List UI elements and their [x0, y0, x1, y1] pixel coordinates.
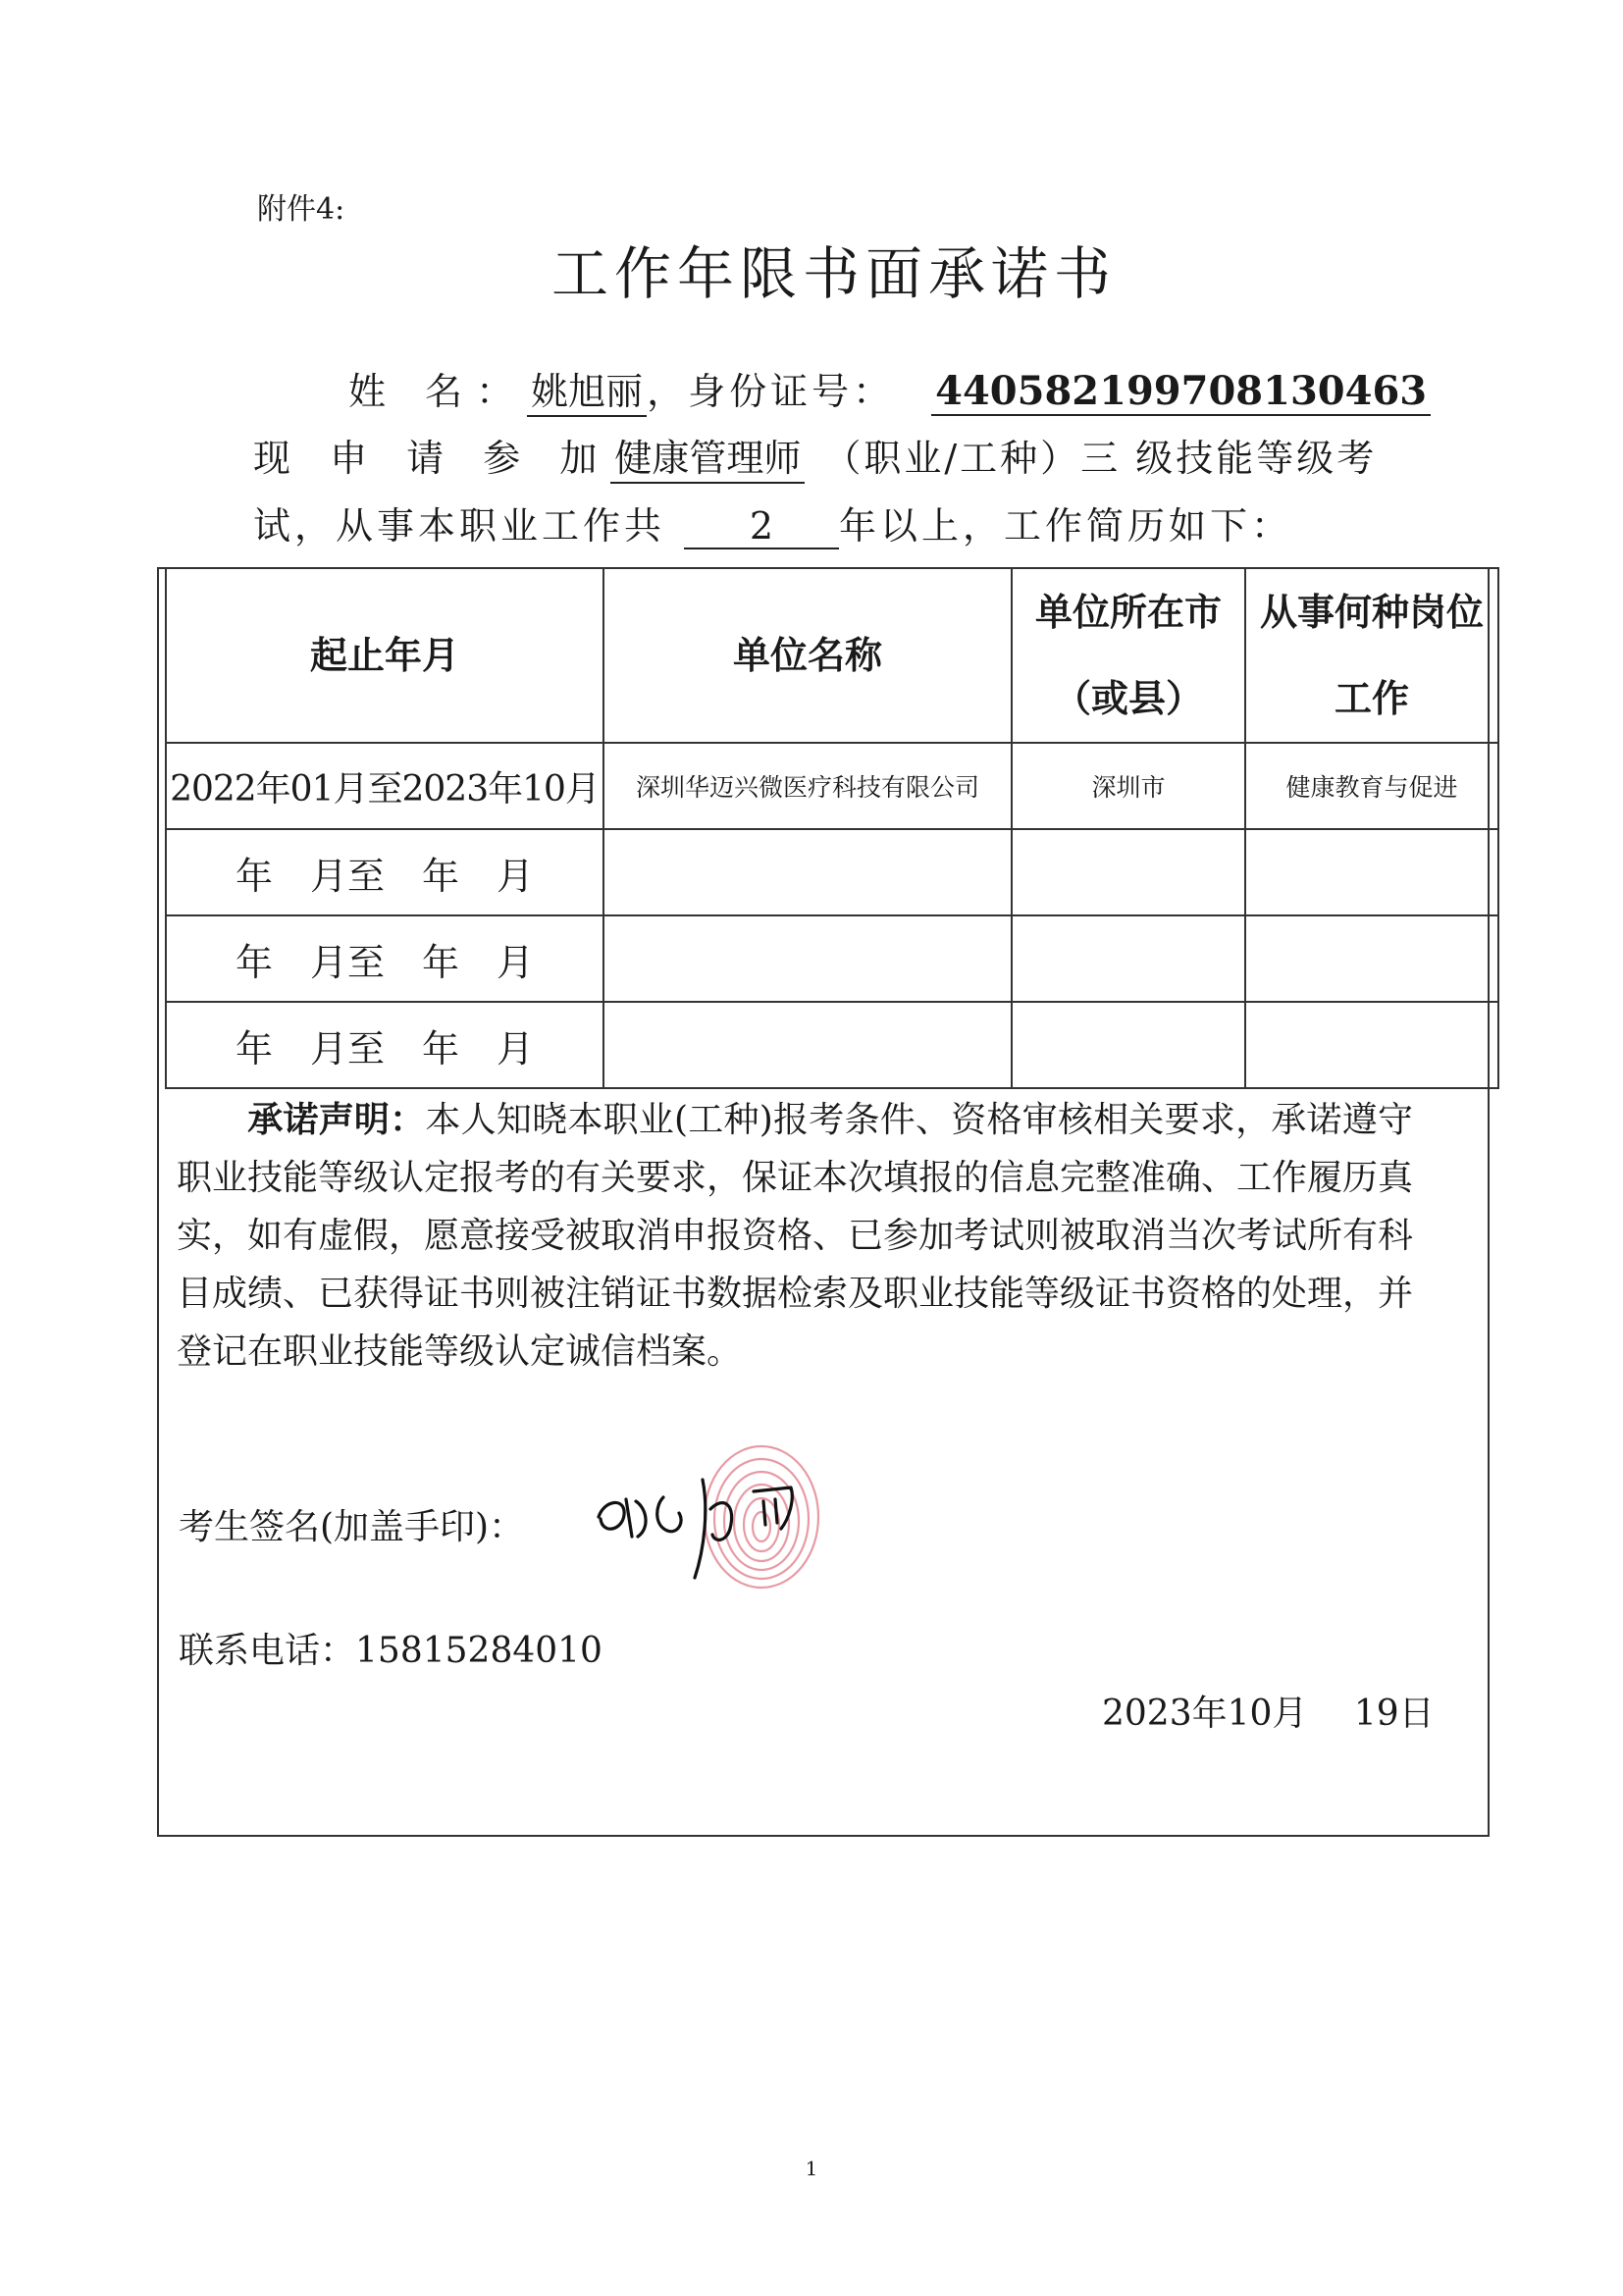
page-number: 1 — [805, 2157, 818, 2180]
work-history-table — [165, 567, 1499, 1089]
fingerprint-icon — [705, 1446, 818, 1588]
city-cell — [1012, 829, 1245, 915]
applicant-name: 姚旭丽 — [527, 361, 647, 417]
application-prefix: 现 申 请 参 加 — [253, 437, 611, 480]
signature-label: 考生签名(加盖手印)： — [179, 1507, 525, 1547]
application-suffix: （职业/工种）三 级技能等级考 — [823, 437, 1378, 480]
position-cell — [1245, 829, 1498, 915]
years-line — [253, 496, 1292, 549]
phone-number: 15815284010 — [355, 1631, 602, 1671]
name-label: 姓 名： — [348, 370, 528, 413]
header-position: 从事何种岗位工作 — [1245, 568, 1498, 743]
header-period: 起止年月 — [166, 568, 603, 743]
applicant-line — [348, 361, 1431, 417]
period-cell: 年 月至 年 月 — [166, 915, 603, 1002]
header-city: 单位所在市（或县） — [1012, 568, 1245, 743]
city-cell — [1012, 1002, 1245, 1088]
phone-line — [179, 1623, 602, 1673]
years-suffix: 年以上，工作简历如下： — [839, 504, 1293, 548]
company-cell — [603, 915, 1012, 1002]
signature-strokes — [599, 1480, 792, 1578]
position-cell: 健康教育与促进 — [1245, 743, 1498, 829]
phone-label: 联系电话： — [179, 1631, 356, 1671]
table-row — [166, 915, 1498, 1002]
period-cell: 年 月至 年 月 — [166, 1002, 603, 1088]
document-title: 工作年限书面承诺书 — [550, 240, 1117, 307]
id-label: ，身份证号： — [647, 370, 895, 413]
application-line — [253, 428, 1377, 484]
period-cell: 年 月至 年 月 — [166, 829, 603, 915]
handwritten-signature-with-fingerprint — [587, 1440, 842, 1607]
attachment-label: 附件4: — [257, 192, 345, 227]
occupation-field: 健康管理师 — [610, 428, 805, 484]
city-cell — [1012, 915, 1245, 1002]
position-cell — [1245, 1002, 1498, 1088]
years-field: 2 — [684, 504, 839, 549]
table-row — [166, 743, 1498, 829]
company-cell — [603, 829, 1012, 915]
company-cell: 深圳华迈兴微医疗科技有限公司 — [603, 743, 1012, 829]
table-header-row — [166, 568, 1498, 743]
table-row — [166, 1002, 1498, 1088]
company-cell — [603, 1002, 1012, 1088]
period-cell: 2022年01月至2023年10月 — [166, 743, 603, 829]
header-company: 单位名称 — [603, 568, 1012, 743]
id-number: 440582199708130463 — [931, 368, 1431, 416]
city-cell: 深圳市 — [1012, 743, 1245, 829]
commitment-statement — [177, 1091, 1413, 1381]
statement-text: 本人知晓本职业(工种)报考条件、资格审核相关要求，承诺遵守职业技能等级认定报考的有关要求，保证本次填报的信息完整准确、工作履历真实，如有虚假，愿意接受被取消申报资格、已参加考试则被取消当次考试所有科目成绩、已获得证书则被注销证书数据检索及职业技能等级证书资格的处理，并登记在职业技能等级认定诚信档案。 — [177, 1100, 1414, 1372]
signing-date: 2023年10月 19日 — [1102, 1694, 1435, 1734]
statement-label: 承诺声明： — [247, 1100, 426, 1140]
years-prefix: 试，从事本职业工作共 — [253, 504, 666, 548]
table-row — [166, 829, 1498, 915]
position-cell — [1245, 915, 1498, 1002]
